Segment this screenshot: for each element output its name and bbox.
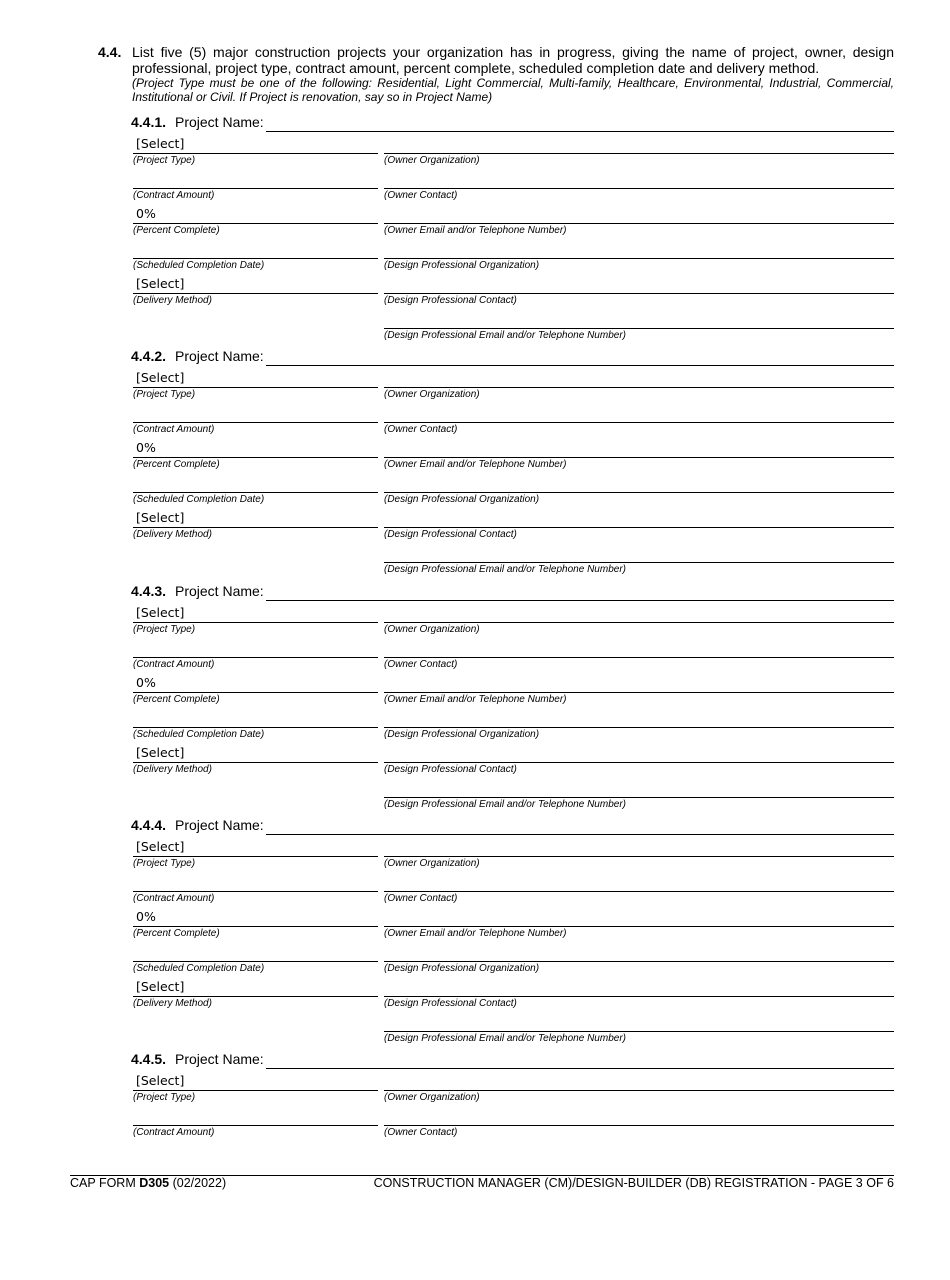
field-owner-org[interactable] — [384, 1068, 894, 1103]
field-line — [133, 727, 378, 728]
field-line — [384, 492, 894, 493]
field-line — [133, 492, 378, 493]
field-line — [384, 657, 894, 658]
delivery-method-label: (Delivery Method) — [133, 529, 212, 540]
delivery-method-label: (Delivery Method) — [133, 295, 212, 306]
field-owner-contact[interactable] — [384, 166, 894, 201]
owner-org-label: (Owner Organization) — [384, 858, 480, 869]
field-owner-org[interactable] — [384, 834, 894, 869]
field-line — [133, 622, 378, 623]
project-type-value: [Select] — [136, 370, 185, 385]
completion-date-label: (Scheduled Completion Date) — [133, 729, 265, 740]
field-line — [384, 293, 894, 294]
field-line — [384, 153, 894, 154]
field-line — [384, 188, 894, 189]
field-line — [384, 926, 894, 927]
project-name-label: Project Name: — [175, 114, 264, 130]
contract-amount-label: (Contract Amount) — [133, 190, 215, 201]
field-design-contact[interactable] — [384, 974, 894, 1009]
field-line — [133, 527, 378, 528]
field-percent-complete[interactable] — [133, 670, 378, 705]
field-owner-email[interactable] — [384, 904, 894, 939]
owner-contact-label: (Owner Contact) — [384, 659, 458, 670]
field-line — [384, 457, 894, 458]
field-line — [384, 797, 894, 798]
field-owner-email[interactable] — [384, 670, 894, 705]
field-contract-amount[interactable] — [133, 400, 378, 435]
field-line — [133, 926, 378, 927]
field-project-type[interactable] — [133, 600, 378, 635]
owner-org-label: (Owner Organization) — [384, 1092, 480, 1103]
project-name-label: Project Name: — [175, 1051, 264, 1067]
field-design-contact[interactable] — [384, 505, 894, 540]
field-owner-contact[interactable] — [384, 1103, 894, 1138]
page-footer — [70, 1175, 894, 1190]
field-design-org[interactable] — [384, 705, 894, 740]
field-line — [133, 223, 378, 224]
field-owner-contact[interactable] — [384, 869, 894, 904]
field-line — [384, 258, 894, 259]
field-completion-date[interactable] — [133, 470, 378, 505]
project-block-5 — [131, 1046, 894, 1280]
field-line — [133, 856, 378, 857]
percent-complete-label: (Percent Complete) — [133, 459, 220, 470]
delivery-method-value: [Select] — [136, 979, 185, 994]
field-contract-amount[interactable] — [133, 869, 378, 904]
field-line — [133, 387, 378, 388]
owner-email-label: (Owner Email and/or Telephone Number) — [384, 694, 567, 705]
field-line — [133, 762, 378, 763]
project-block-3 — [131, 578, 894, 812]
design-contact-label: (Design Professional Contact) — [384, 998, 517, 1009]
project-number: 4.4.3. — [131, 583, 167, 599]
delivery-method-value: [Select] — [136, 745, 185, 760]
field-line — [384, 891, 894, 892]
field-line — [384, 727, 894, 728]
field-design-email[interactable] — [384, 540, 894, 575]
percent-complete-label: (Percent Complete) — [133, 928, 220, 939]
project-type-value: [Select] — [136, 605, 185, 620]
field-owner-email[interactable] — [384, 435, 894, 470]
field-contract-amount[interactable] — [133, 1103, 378, 1138]
owner-email-label: (Owner Email and/or Telephone Number) — [384, 928, 567, 939]
field-design-org[interactable] — [384, 470, 894, 505]
percent-complete-value: 0% — [136, 206, 156, 221]
percent-complete-value: 0% — [136, 909, 156, 924]
field-line — [133, 657, 378, 658]
contract-amount-label: (Contract Amount) — [133, 659, 215, 670]
owner-contact-label: (Owner Contact) — [384, 190, 458, 201]
field-line — [384, 692, 894, 693]
owner-contact-label: (Owner Contact) — [384, 1127, 458, 1138]
field-percent-complete[interactable] — [133, 201, 378, 236]
field-percent-complete[interactable] — [133, 435, 378, 470]
field-delivery-method[interactable] — [133, 740, 378, 775]
question-number: 4.4. — [98, 44, 122, 60]
owner-email-label: (Owner Email and/or Telephone Number) — [384, 459, 567, 470]
field-delivery-method[interactable] — [133, 974, 378, 1009]
owner-contact-label: (Owner Contact) — [384, 893, 458, 904]
field-design-org[interactable] — [384, 236, 894, 271]
field-contract-amount[interactable] — [133, 635, 378, 670]
field-design-contact[interactable] — [384, 271, 894, 306]
field-line — [133, 422, 378, 423]
field-project-type[interactable] — [133, 834, 378, 869]
design-email-label: (Design Professional Email and/or Telephone Number) — [384, 1033, 626, 1044]
field-owner-contact[interactable] — [384, 635, 894, 670]
project-block-2 — [131, 343, 894, 577]
field-line — [133, 996, 378, 997]
field-owner-contact[interactable] — [384, 400, 894, 435]
field-line — [384, 856, 894, 857]
project-number: 4.4.4. — [131, 817, 167, 833]
field-owner-org[interactable] — [384, 131, 894, 166]
delivery-method-label: (Delivery Method) — [133, 764, 212, 775]
project-type-label: (Project Type) — [133, 858, 196, 869]
project-name-label: Project Name: — [175, 348, 264, 364]
owner-org-label: (Owner Organization) — [384, 389, 480, 400]
project-type-value: [Select] — [136, 1073, 185, 1088]
field-project-type[interactable] — [133, 131, 378, 166]
delivery-method-value: [Select] — [136, 510, 185, 525]
field-owner-email[interactable] — [384, 201, 894, 236]
field-project-type[interactable] — [133, 365, 378, 400]
field-line — [133, 692, 378, 693]
percent-complete-value: 0% — [136, 675, 156, 690]
delivery-method-value: [Select] — [136, 276, 185, 291]
field-line — [133, 457, 378, 458]
design-contact-label: (Design Professional Contact) — [384, 764, 517, 775]
delivery-method-label: (Delivery Method) — [133, 998, 212, 1009]
field-line — [384, 562, 894, 563]
field-line — [133, 961, 378, 962]
field-design-email[interactable] — [384, 1009, 894, 1044]
field-line — [384, 1090, 894, 1091]
project-number: 4.4.1. — [131, 114, 167, 130]
design-contact-label: (Design Professional Contact) — [384, 295, 517, 306]
design-email-label: (Design Professional Email and/or Telephone Number) — [384, 799, 626, 810]
field-line — [133, 891, 378, 892]
percent-complete-label: (Percent Complete) — [133, 225, 220, 236]
percent-complete-label: (Percent Complete) — [133, 694, 220, 705]
field-line — [384, 961, 894, 962]
owner-org-label: (Owner Organization) — [384, 155, 480, 166]
project-type-label: (Project Type) — [133, 389, 196, 400]
completion-date-label: (Scheduled Completion Date) — [133, 260, 265, 271]
project-name-label: Project Name: — [175, 817, 264, 833]
field-line — [384, 762, 894, 763]
field-line — [133, 153, 378, 154]
project-number: 4.4.5. — [131, 1051, 167, 1067]
question-4-4 — [98, 44, 894, 104]
contract-amount-label: (Contract Amount) — [133, 893, 215, 904]
field-line — [133, 1125, 378, 1126]
percent-complete-value: 0% — [136, 440, 156, 455]
field-design-org[interactable] — [384, 939, 894, 974]
field-line — [133, 1090, 378, 1091]
field-design-email[interactable] — [384, 306, 894, 341]
field-line — [133, 188, 378, 189]
field-line — [384, 422, 894, 423]
field-delivery-method[interactable] — [133, 505, 378, 540]
field-completion-date[interactable] — [133, 939, 378, 974]
field-project-type[interactable] — [133, 1068, 378, 1103]
completion-date-label: (Scheduled Completion Date) — [133, 494, 265, 505]
field-owner-org[interactable] — [384, 600, 894, 635]
owner-contact-label: (Owner Contact) — [384, 424, 458, 435]
design-org-label: (Design Professional Organization) — [384, 494, 540, 505]
completion-date-label: (Scheduled Completion Date) — [133, 963, 265, 974]
design-email-label: (Design Professional Email and/or Telephone Number) — [384, 330, 626, 341]
design-org-label: (Design Professional Organization) — [384, 260, 540, 271]
form-code: CAP FORM D305 (02/2022) — [70, 1176, 227, 1190]
project-type-value: [Select] — [136, 839, 185, 854]
field-line — [384, 1031, 894, 1032]
contract-amount-label: (Contract Amount) — [133, 1127, 215, 1138]
owner-email-label: (Owner Email and/or Telephone Number) — [384, 225, 567, 236]
contract-amount-label: (Contract Amount) — [133, 424, 215, 435]
project-number: 4.4.2. — [131, 348, 167, 364]
design-email-label: (Design Professional Email and/or Telephone Number) — [384, 564, 626, 575]
project-type-value: [Select] — [136, 136, 185, 151]
question-text: List five (5) major construction projects your organization has in progress, giving the name of project, owner, design professional, project type, contract amount, percent complete, scheduled completion date and delivery method. — [132, 44, 894, 76]
project-type-label: (Project Type) — [133, 155, 196, 166]
field-completion-date[interactable] — [133, 236, 378, 271]
project-block-4 — [131, 812, 894, 1046]
field-contract-amount[interactable] — [133, 166, 378, 201]
field-owner-org[interactable] — [384, 365, 894, 400]
field-completion-date[interactable] — [133, 705, 378, 740]
field-design-email[interactable] — [384, 775, 894, 810]
question-note: (Project Type must be one of the following: Residential, Light Commercial, Multi-family, Healthcare, Environmental, Industrial, Commercial, Institutional or Civil. If Project is renovation, say so in Project Name) — [132, 76, 894, 104]
design-contact-label: (Design Professional Contact) — [384, 529, 517, 540]
field-line — [384, 527, 894, 528]
design-org-label: (Design Professional Organization) — [384, 729, 540, 740]
field-percent-complete[interactable] — [133, 904, 378, 939]
field-line — [133, 293, 378, 294]
page-title: CONSTRUCTION MANAGER (CM)/DESIGN-BUILDER (DB) REGISTRATION - PAGE 3 OF 6 — [373, 1176, 894, 1190]
owner-org-label: (Owner Organization) — [384, 624, 480, 635]
field-line — [384, 622, 894, 623]
field-design-contact[interactable] — [384, 740, 894, 775]
field-line — [384, 996, 894, 997]
field-line — [133, 258, 378, 259]
project-name-label: Project Name: — [175, 583, 264, 599]
field-delivery-method[interactable] — [133, 271, 378, 306]
field-line — [384, 1125, 894, 1126]
field-line — [384, 328, 894, 329]
field-line — [384, 387, 894, 388]
project-type-label: (Project Type) — [133, 624, 196, 635]
project-block-1 — [131, 109, 894, 343]
field-line — [384, 223, 894, 224]
project-type-label: (Project Type) — [133, 1092, 196, 1103]
design-org-label: (Design Professional Organization) — [384, 963, 540, 974]
